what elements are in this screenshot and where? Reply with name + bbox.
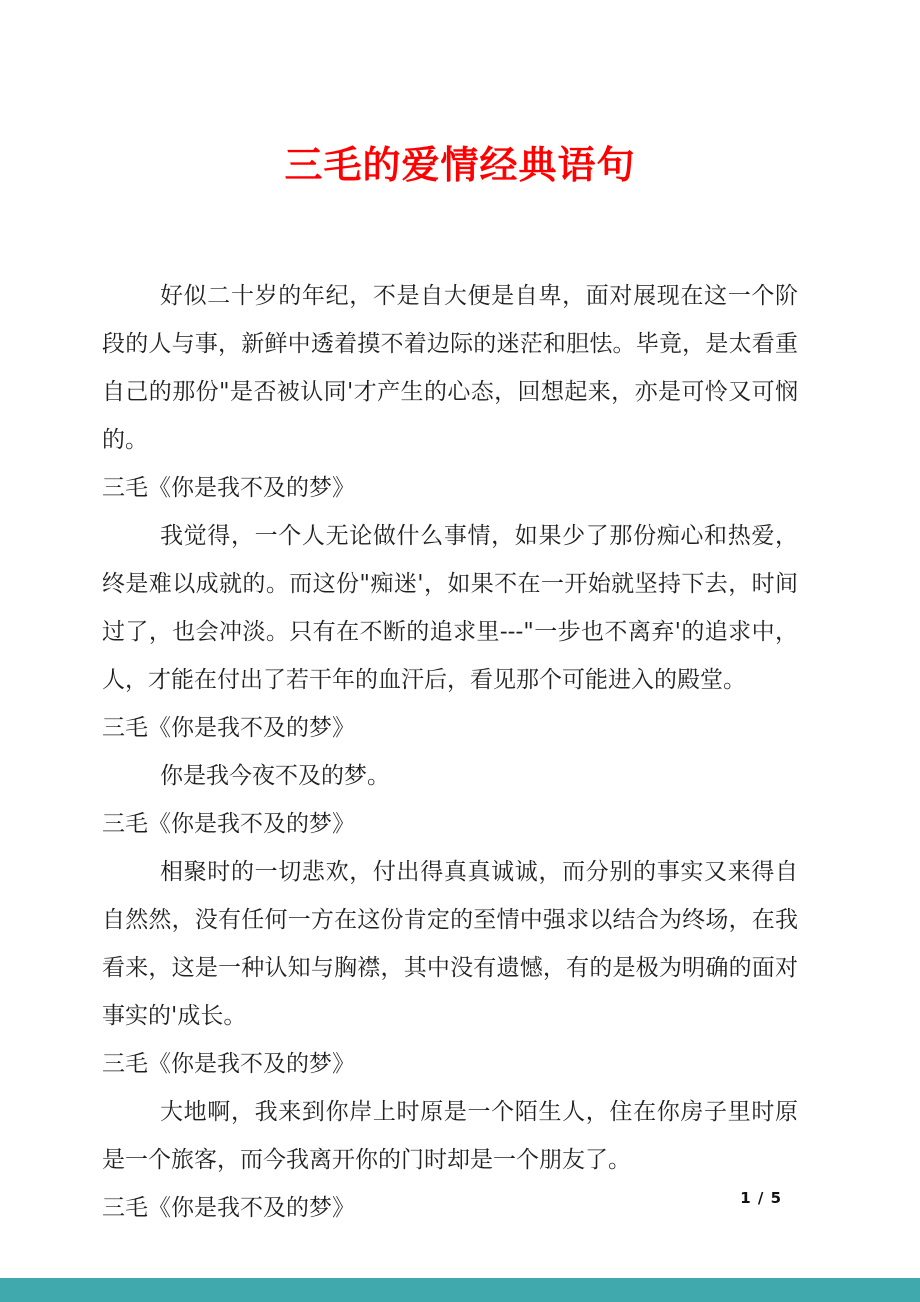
page-number-indicator: 1 / 5 [740,1189,782,1207]
attribution-line: 三毛《你是我不及的梦》 [102,1195,355,1221]
document-body [102,272,798,1232]
paragraph: 好似二十岁的年纪，不是自大便是自卑，面对展现在这一个阶段的人与事，新鲜中透着摸不着边际的迷茫和胆怯。毕竟，是太看重自己的那份"是否被认同'才产生的心态，回想起来，亦是可怜又可悯的。 [102,283,798,453]
paragraph: 相聚时的一切悲欢，付出得真真诚诚，而分别的事实又来得自自然然，没有任何一方在这份肯定的至情中强求以结合为终场，在我看来，这是一种认知与胸襟，其中没有遗憾，有的是极为明确的面对事实的'成长。 [102,859,798,1029]
attribution-line: 三毛《你是我不及的梦》 [102,475,355,501]
footer-accent-bar [0,1278,920,1302]
attribution-line: 三毛《你是我不及的梦》 [102,715,355,741]
paragraph: 大地啊，我来到你岸上时原是一个陌生人，住在你房子里时原是一个旅客，而今我离开你的门时却是一个朋友了。 [102,1099,798,1173]
attribution-line: 三毛《你是我不及的梦》 [102,1051,355,1077]
attribution-line: 三毛《你是我不及的梦》 [102,811,355,837]
paragraph: 我觉得，一个人无论做什么事情，如果少了那份痴心和热爱，终是难以成就的。而这份"痴迷'，如果不在一开始就坚持下去，时间过了，也会冲淡。只有在不断的追求里---"一步也不离弃'的追求中，人，才能在付出了若干年的血汗后，看见那个可能进入的殿堂。 [102,523,798,693]
paragraph: 你是我今夜不及的梦。 [160,763,390,789]
document-title: 三毛的爱情经典语句 [284,142,636,187]
